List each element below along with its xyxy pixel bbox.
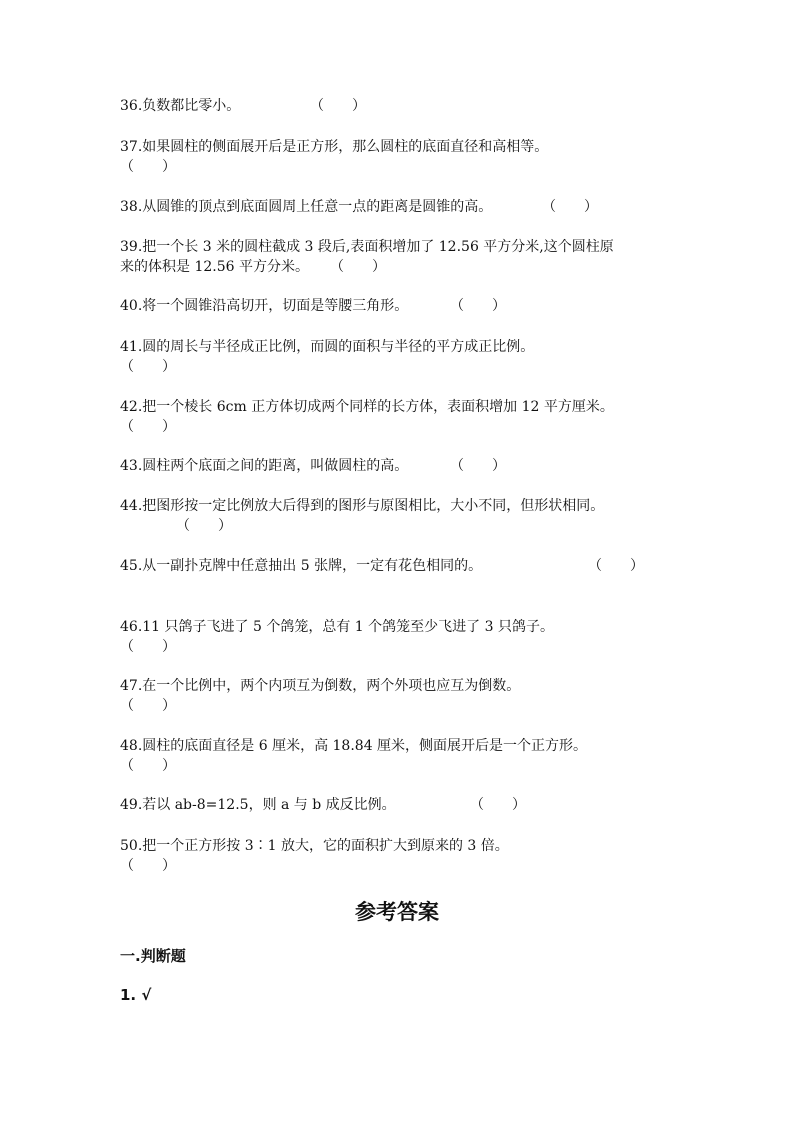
answer-blank: （ ） — [330, 259, 386, 275]
question-text-line2: 来的体积是 12.56 平方分米。 — [120, 259, 309, 275]
answer-item: 1. √ — [120, 986, 152, 1004]
question-text: 39.把一个长 3 米的圆柱截成 3 段后,表面积增加了 12.56 平方分米,这个圆柱原 — [120, 239, 614, 255]
answer-blank: （ ） — [120, 419, 176, 435]
question-text: 50.把一个正方形按 3∶1 放大，它的面积扩大到原来的 3 倍。 — [120, 838, 509, 854]
answer-blank: （ ） — [120, 159, 176, 175]
question-text: 40.将一个圆锥沿高切开，切面是等腰三角形。 — [120, 298, 409, 314]
answer-blank: （ ） — [176, 518, 232, 534]
question-text: 37.如果圆柱的侧面展开后是正方形，那么圆柱的底面直径和高相等。 — [120, 139, 549, 155]
question-text: 36.负数都比零小。 — [120, 98, 241, 114]
answer-blank: （ ） — [542, 199, 598, 215]
question-text: 46.11 只鸽子飞进了 5 个鸽笼，总有 1 个鸽笼至少飞进了 3 只鸽子。 — [120, 619, 554, 635]
answer-blank: （ ） — [120, 758, 176, 774]
question-text: 42.把一个棱长 6cm 正方体切成两个同样的长方体，表面积增加 12 平方厘米。 — [120, 399, 614, 415]
answer-blank: （ ） — [450, 298, 506, 314]
question-text: 41.圆的周长与半径成正比例，而圆的面积与半径的平方成正比例。 — [120, 339, 535, 355]
answer-key-title: 参考答案 — [355, 900, 439, 924]
question-text: 49.若以 ab-8=12.5，则 a 与 b 成反比例。 — [120, 797, 396, 813]
answer-blank: （ ） — [120, 698, 176, 714]
question-text: 38.从圆锥的顶点到底面圆周上任意一点的距离是圆锥的高。 — [120, 199, 493, 215]
answer-section-heading: 一.判断题 — [120, 947, 186, 965]
question-text: 47.在一个比例中，两个内项互为倒数，两个外项也应互为倒数。 — [120, 678, 521, 694]
answer-blank: （ ） — [120, 359, 176, 375]
answer-blank: （ ） — [588, 558, 644, 574]
question-text: 43.圆柱两个底面之间的距离，叫做圆柱的高。 — [120, 458, 409, 474]
answer-blank: （ ） — [120, 858, 176, 874]
answer-blank: （ ） — [120, 639, 176, 655]
question-text: 44.把图形按一定比例放大后得到的图形与原图相比，大小不同，但形状相同。 — [120, 498, 605, 514]
answer-blank: （ ） — [310, 98, 366, 114]
answer-blank: （ ） — [470, 797, 526, 813]
question-text: 48.圆柱的底面直径是 6 厘米，高 18.84 厘米，侧面展开后是一个正方形。 — [120, 738, 588, 754]
question-text: 45.从一副扑克牌中任意抽出 5 张牌，一定有花色相同的。 — [120, 558, 483, 574]
answer-blank: （ ） — [450, 458, 506, 474]
